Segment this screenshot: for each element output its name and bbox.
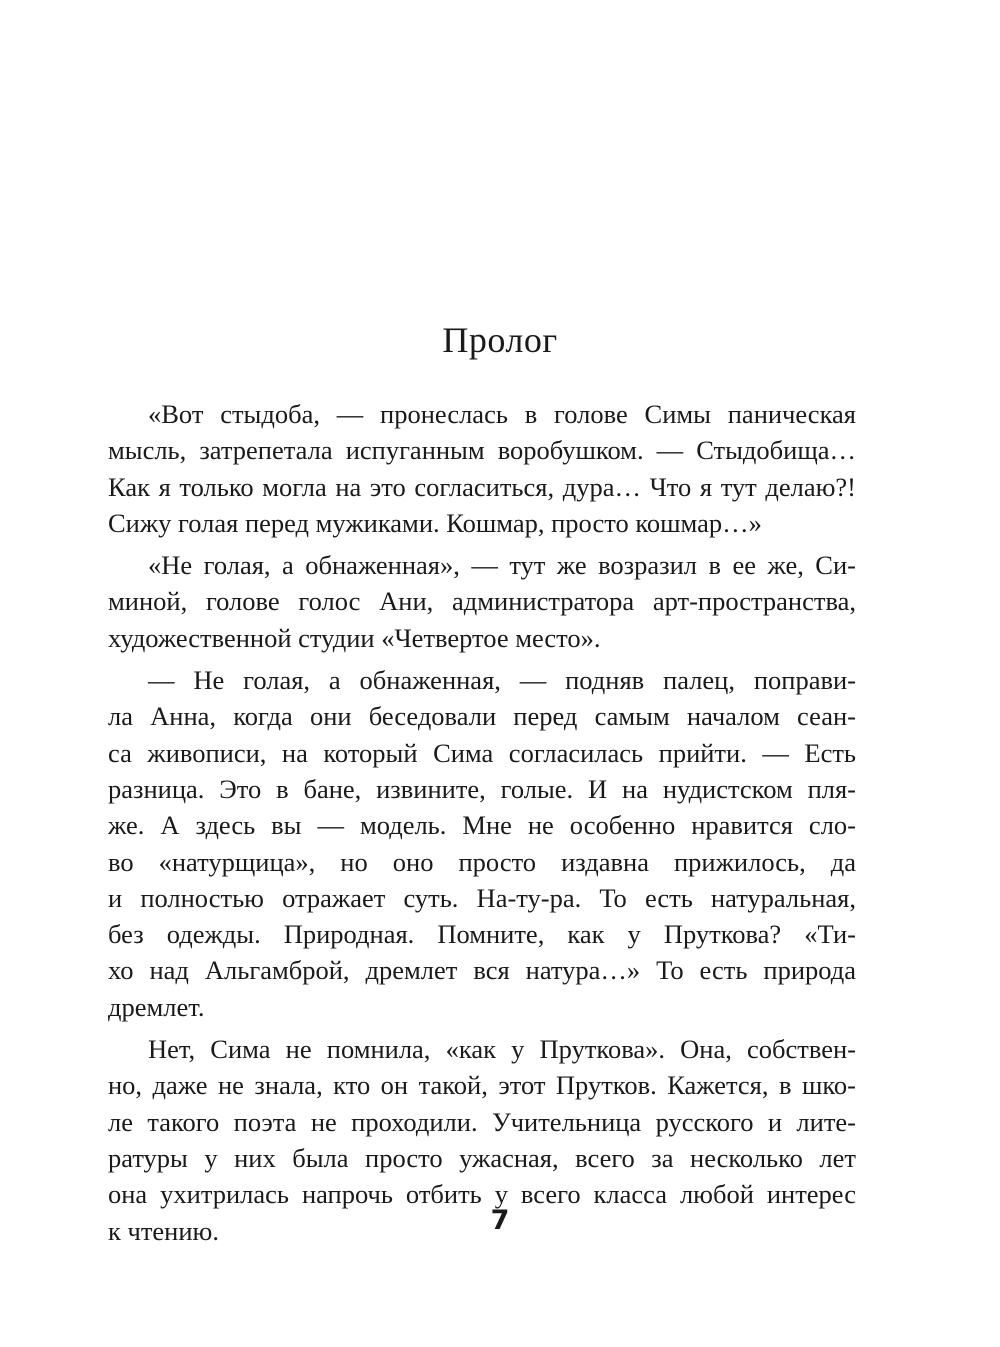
text-line: к чтению. xyxy=(108,1215,219,1246)
text-line: Нет, Сима не помнила, «как у Пруткова». Она, собствен- xyxy=(148,1034,856,1065)
text-line: без одежды. Природная. Помните, как у Пруткова? «Ти- xyxy=(108,919,856,950)
text-line: она ухитрилась напрочь отбить у всего класса любой интерес xyxy=(108,1179,856,1210)
chapter-title: Пролог xyxy=(442,320,558,360)
text-line: хо над Альгамброй, дремлет вся натура…» То есть природа xyxy=(108,955,856,986)
text-line: ратуры у них была просто ужасная, всего за несколько лет xyxy=(108,1142,856,1173)
text-line: «Не голая, а обнаженная», — тут же возразил в ее же, Си- xyxy=(148,550,856,581)
text-line: миной, голове голос Ани, администратора арт-пространства, xyxy=(108,586,856,617)
page-number: 7 xyxy=(490,1205,510,1236)
text-line: са живописи, на который Сима согласилась прийти. — Есть xyxy=(108,737,856,768)
text-line: же. А здесь вы — модель. Мне не особенно нравится сло- xyxy=(108,810,856,841)
text-line: — Не голая, а обнаженная, — подняв палец, поправи- xyxy=(148,665,856,696)
text-line: но, даже не знала, кто он такой, этот Прутков. Кажется, в шко- xyxy=(108,1070,856,1101)
text-line: разница. Это в бане, извините, голые. И на нудистском пля- xyxy=(108,773,856,804)
text-line: ла Анна, когда они беседовали перед самым началом сеан- xyxy=(108,701,856,732)
text-line: ле такого поэта не проходили. Учительница русского и лите- xyxy=(108,1106,856,1137)
paragraph xyxy=(108,396,856,541)
text-line: художественной студии «Четвертое место». xyxy=(108,622,601,653)
body-text xyxy=(108,396,856,1255)
text-line: Сижу голая перед мужиками. Кошмар, просто кошмар…» xyxy=(108,507,762,538)
text-line: мысль, затрепетала испуганным воробушком. — Стыдобища… xyxy=(108,435,856,466)
paragraph xyxy=(108,547,856,656)
text-line: Как я только могла на это согласиться, дура… Что я тут делаю?! xyxy=(108,471,856,502)
text-line: во «натурщица», но оно просто издавна прижилось, да xyxy=(108,846,856,877)
text-line: дремлет. xyxy=(108,991,205,1022)
text-line: «Вот стыдоба, — пронеслась в голове Симы паническая xyxy=(148,399,856,429)
paragraph xyxy=(108,662,856,1025)
text-line: и полностью отражает суть. На-ту-ра. То есть натуральная, xyxy=(108,882,856,913)
